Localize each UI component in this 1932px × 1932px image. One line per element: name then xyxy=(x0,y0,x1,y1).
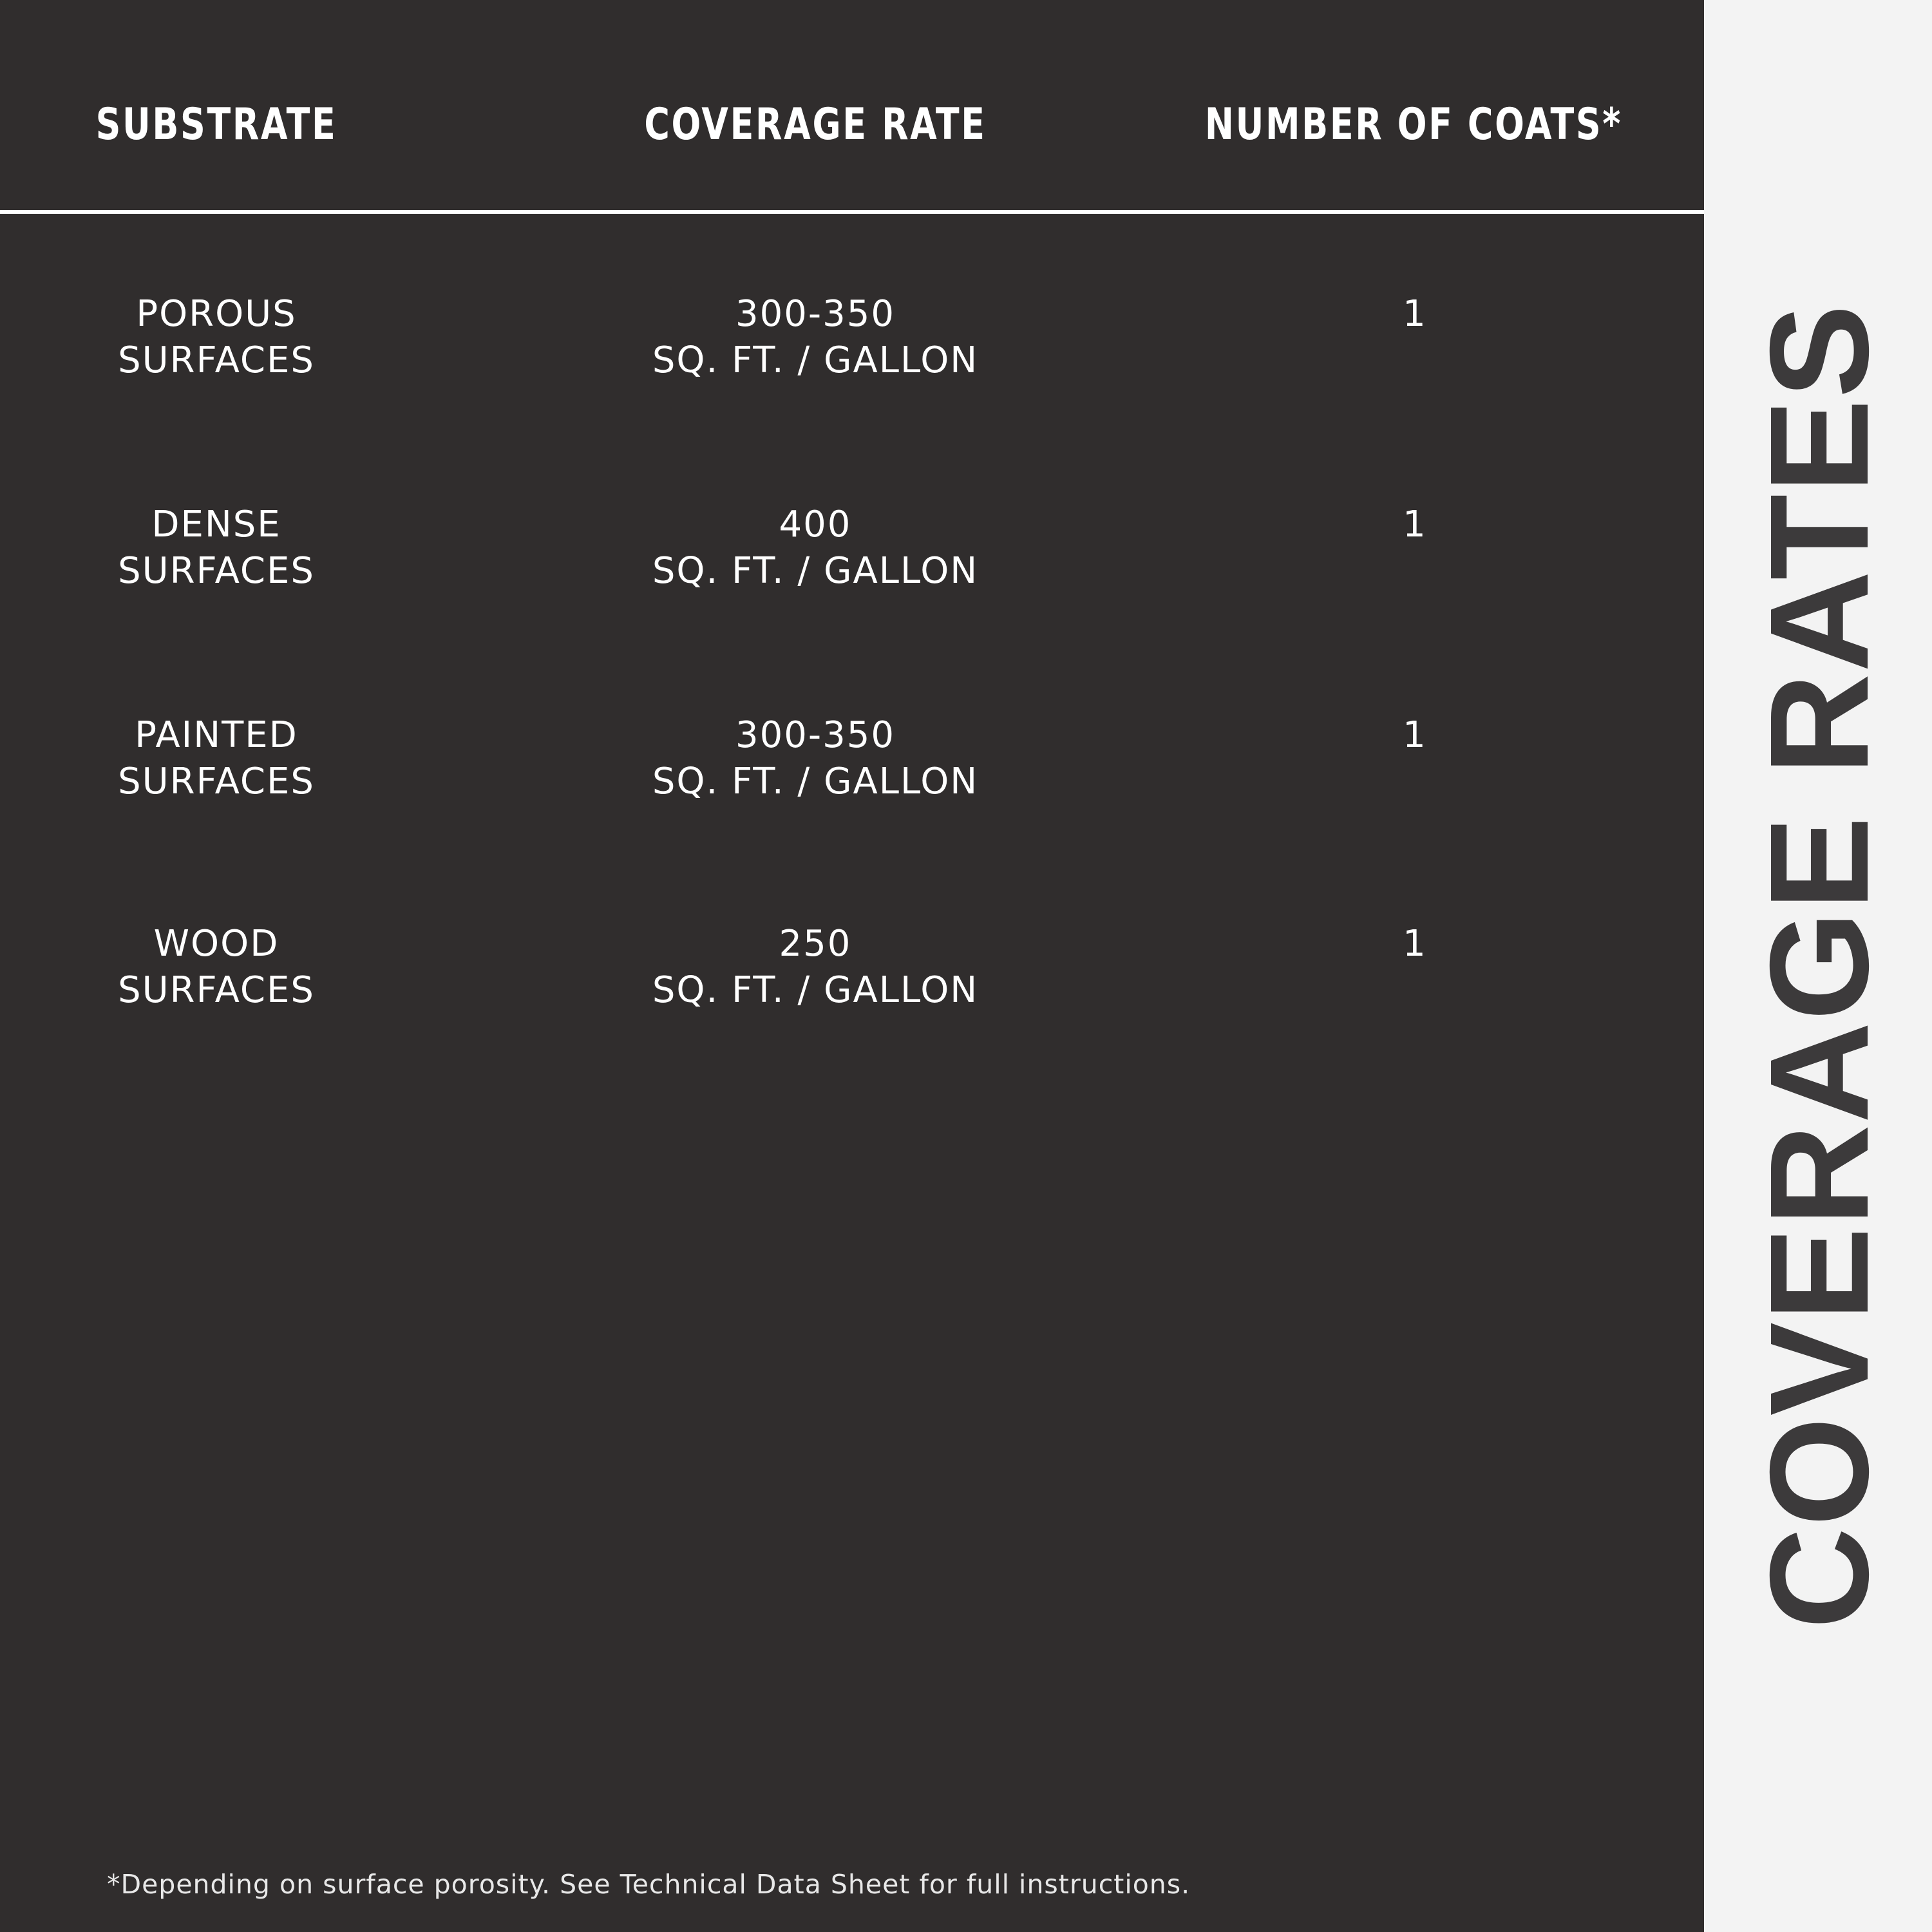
coats-value: 1 xyxy=(1403,293,1427,335)
substrate-line1: WOOD xyxy=(153,923,279,965)
rate-line1: 400 xyxy=(779,504,852,545)
table-row-coverage xyxy=(558,712,1073,805)
rate-line1: 300-350 xyxy=(735,714,895,756)
coats-value: 1 xyxy=(1403,714,1427,756)
table-row-substrate xyxy=(0,291,474,384)
table-row-substrate xyxy=(0,921,474,1014)
coats-value: 1 xyxy=(1403,504,1427,545)
rate-line1: 300-350 xyxy=(735,293,895,335)
substrate-line1: POROUS xyxy=(136,293,297,335)
substrate-line2: SURFACES xyxy=(118,761,315,802)
substrate-line2: SURFACES xyxy=(118,339,315,381)
table-row-coverage xyxy=(558,291,1073,384)
substrate-line2: SURFACES xyxy=(118,969,315,1011)
table-row-coats xyxy=(1157,921,1672,967)
substrate-line2: SURFACES xyxy=(118,550,315,592)
rate-line2: SQ. FT. / GALLON xyxy=(652,969,979,1011)
rate-line2: SQ. FT. / GALLON xyxy=(652,761,979,802)
footnote: *Depending on surface porosity. See Technical Data Sheet for full instructions. xyxy=(107,1869,1191,1900)
rate-line1: 250 xyxy=(779,923,852,965)
header-coverage-rate: COVERAGE RATE xyxy=(644,99,987,150)
rate-line2: SQ. FT. / GALLON xyxy=(652,550,979,592)
table-row-coverage xyxy=(558,921,1073,1014)
side-title: COVERAGE RATES xyxy=(1741,303,1898,1629)
header-substrate: SUBSTRATE xyxy=(95,99,337,150)
table-row-coverage xyxy=(558,502,1073,594)
substrate-line1: PAINTED xyxy=(135,714,298,756)
table-row-coats xyxy=(1157,291,1672,337)
header-divider xyxy=(0,210,1732,214)
rate-line2: SQ. FT. / GALLON xyxy=(652,339,979,381)
table-row-substrate xyxy=(0,502,474,594)
table-row-coats xyxy=(1157,502,1672,548)
table-row-substrate xyxy=(0,712,474,805)
coats-value: 1 xyxy=(1403,923,1427,965)
header-number-of-coats: NUMBER OF COATS* xyxy=(1204,99,1623,150)
table-row-coats xyxy=(1157,712,1672,759)
substrate-line1: DENSE xyxy=(151,504,281,545)
